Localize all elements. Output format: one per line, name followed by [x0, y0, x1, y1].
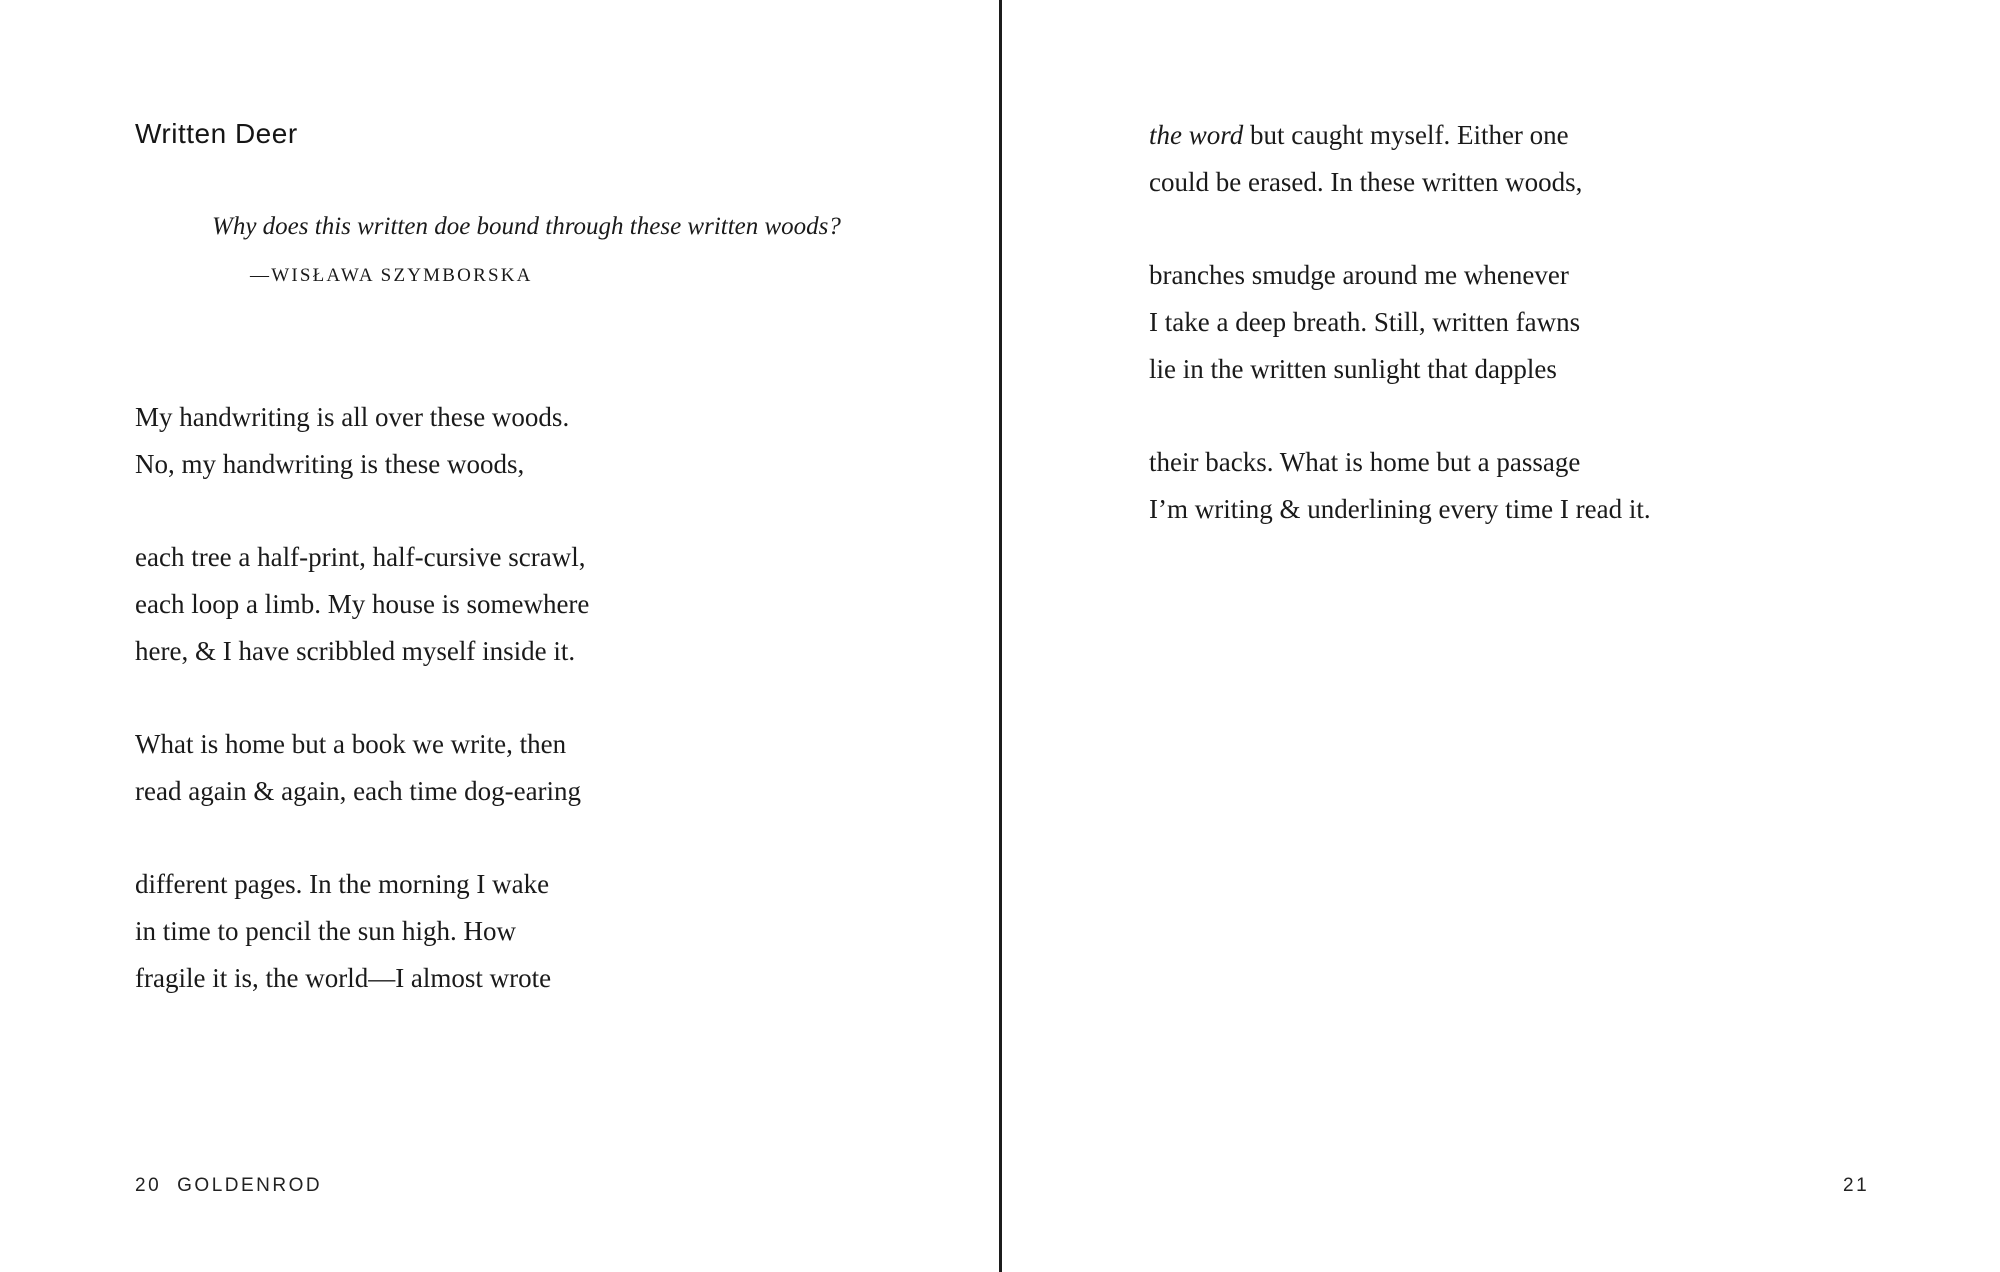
poem-line: My handwriting is all over these woods.	[135, 402, 570, 432]
poem-line: No, my handwriting is these woods,	[135, 449, 525, 479]
poem-line: in time to pencil the sun high. How	[135, 916, 516, 946]
poem-line	[1149, 117, 1569, 153]
epigraph-author: —WISŁAWA SZYMBORSKA	[250, 265, 533, 286]
poem-line: I take a deep breath. Still, written fawns	[1149, 307, 1581, 337]
book-spine	[999, 0, 1002, 1272]
poem-line: different pages. In the morning I wake	[135, 869, 550, 899]
poem-line: each tree a half-print, half-cursive scrawl,	[135, 542, 586, 572]
poem-line: lie in the written sunlight that dapples	[1149, 354, 1557, 384]
poem-line: here, & I have scribbled myself inside it.	[135, 636, 576, 666]
poem-line: What is home but a book we write, then	[135, 729, 567, 759]
poem-line: read again & again, each time dog-earing	[135, 776, 582, 806]
left-footer	[135, 1175, 322, 1197]
poem-line: each loop a limb. My house is somewhere	[135, 589, 590, 619]
poem-line: their backs. What is home but a passage	[1149, 447, 1581, 477]
epigraph-quote: Why does this written doe bound through these written woods?	[212, 213, 841, 240]
italic-phrase: the word	[1149, 120, 1244, 150]
poem-line: I’m writing & underlining every time I read it.	[1149, 494, 1651, 524]
page-number-right: 21	[1843, 1175, 1870, 1196]
poem-line: could be erased. In these written woods,	[1149, 167, 1583, 197]
page-number-left: 20	[135, 1175, 162, 1196]
running-head: GOLDENROD	[177, 1175, 323, 1196]
line-continuation: but caught myself. Either one	[1243, 120, 1569, 150]
poem-title: Written Deer	[135, 118, 298, 149]
right-page	[1003, 0, 2000, 1272]
poem-line: branches smudge around me whenever	[1149, 260, 1569, 290]
poem-line: fragile it is, the world—I almost wrote	[135, 963, 552, 993]
